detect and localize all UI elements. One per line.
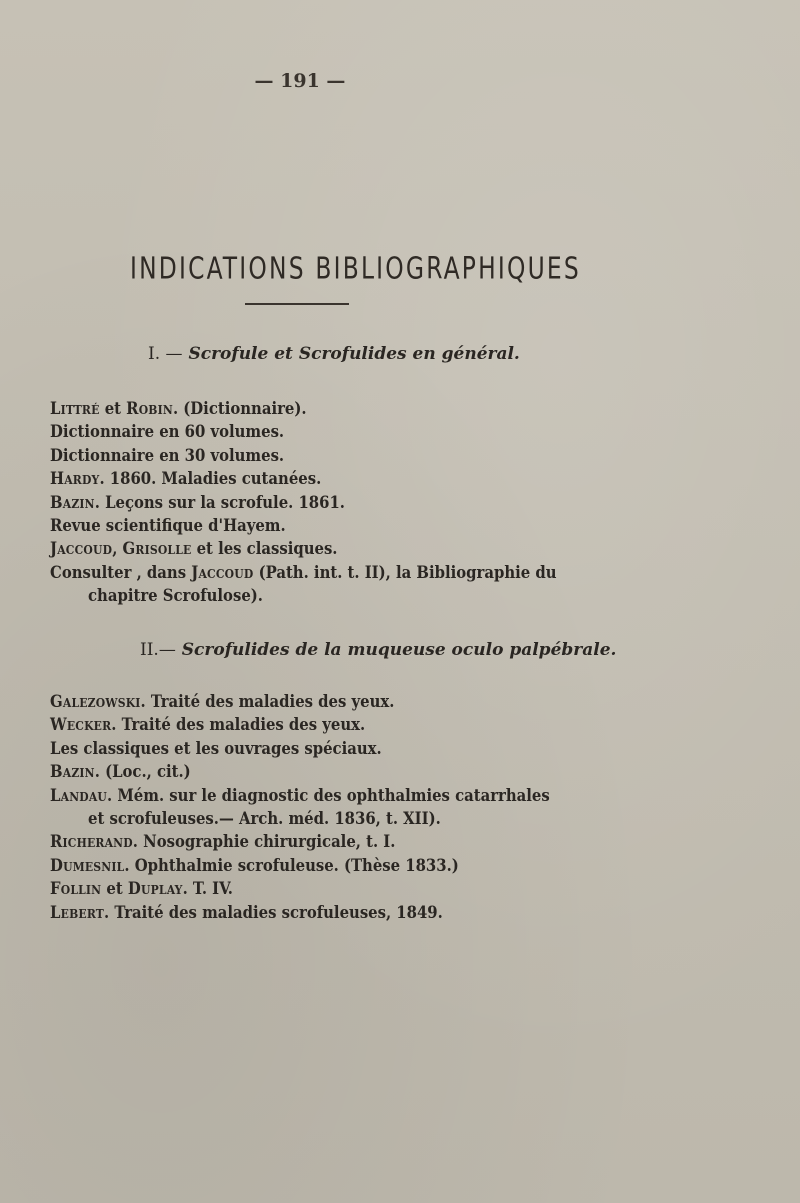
list-item [50,877,570,900]
author-name: Robin [126,399,173,418]
author-name: Dumesnil [50,855,125,875]
entry-text: (Path. int. t. II), la Bibliographie du chapitre Scrofulose). [88,562,557,606]
section-heading-2 [140,640,616,660]
entry-text: . 1860. Maladies cutanées. [99,469,322,489]
list-item [50,830,570,853]
list-item [50,713,570,736]
entry-text: , [112,539,123,559]
author-name: Jaccoud [50,539,113,559]
entry-text: . Mém. sur le diagnostic des ophthalmies catarrhales et scrofuleuses.— Arch. méd. 1836, t. XII). [88,785,550,829]
title-divider [245,303,349,305]
bibliography-list-1 [50,397,570,608]
entry-text: Consulter , dans [50,562,192,582]
section-heading-1 [148,344,520,364]
entry-text: . Leçons sur la scrofule. 1861. [94,492,345,512]
entry-text: Revue scientifique d'Hayem. [50,516,286,536]
author-name: Follin [50,879,102,899]
author-name: Lebert [50,902,105,922]
author-name: Bazin [50,762,95,782]
entry-text: . Traité des maladies des yeux. [140,692,395,711]
entry-text: . (Dictionnaire). [172,399,307,418]
author-name: Hardy [50,469,100,489]
page-title: INDICATIONS BIBLIOGRAPHIQUES [130,252,581,287]
author-name: Grisolle [122,539,192,559]
entry-text: . Traité des maladies scrofuleuses, 1849. [104,902,443,922]
list-item [50,420,570,443]
entry-text: . Nosographie chirurgicale, t. I. [132,832,396,852]
entry-text: et [101,879,128,899]
list-item [50,467,570,490]
list-item [50,537,570,560]
author-name: Bazin [50,492,95,512]
list-item [50,901,570,924]
list-item [50,690,570,713]
entry-text: Dictionnaire en 30 volumes. [50,445,285,465]
entry-text: . T. IV. [182,879,233,899]
list-item [50,561,570,608]
page-number: — 191 — [254,70,346,92]
section-number: II.— [140,640,176,660]
section-title: Scrofulides de la muqueuse oculo palpébrale. [181,640,617,660]
section-title: Scrofule et Scrofulides en général. [188,344,520,364]
author-name: Jaccoud [191,562,254,582]
section-number: I. — [148,344,183,364]
list-item [50,514,570,537]
author-name: Richerand [50,832,133,852]
entry-text: et [99,399,127,418]
entry-text: Dictionnaire en 60 volumes. [50,422,285,442]
entry-text: . Ophthalmie scrofuleuse. (Thèse 1833.) [124,855,459,875]
entry-text: Les classiques et les ouvrages spéciaux. [50,738,382,758]
list-item [50,784,570,831]
author-name: Duplay [127,879,183,899]
list-item [50,444,570,467]
bibliography-list-2 [50,690,570,924]
list-item [50,760,570,783]
entry-text: et les classiques. [191,539,338,559]
entry-text: . Traité des maladies des yeux. [111,715,366,735]
author-name: Landau [50,785,108,805]
author-name: Galezowski [50,692,141,711]
author-name: Wecker [50,715,112,735]
list-item [50,737,570,760]
author-name: Littré [50,399,100,418]
list-item [50,397,570,420]
entry-text: . (Loc., cit.) [94,762,191,782]
list-item [50,491,570,514]
list-item [50,854,570,877]
